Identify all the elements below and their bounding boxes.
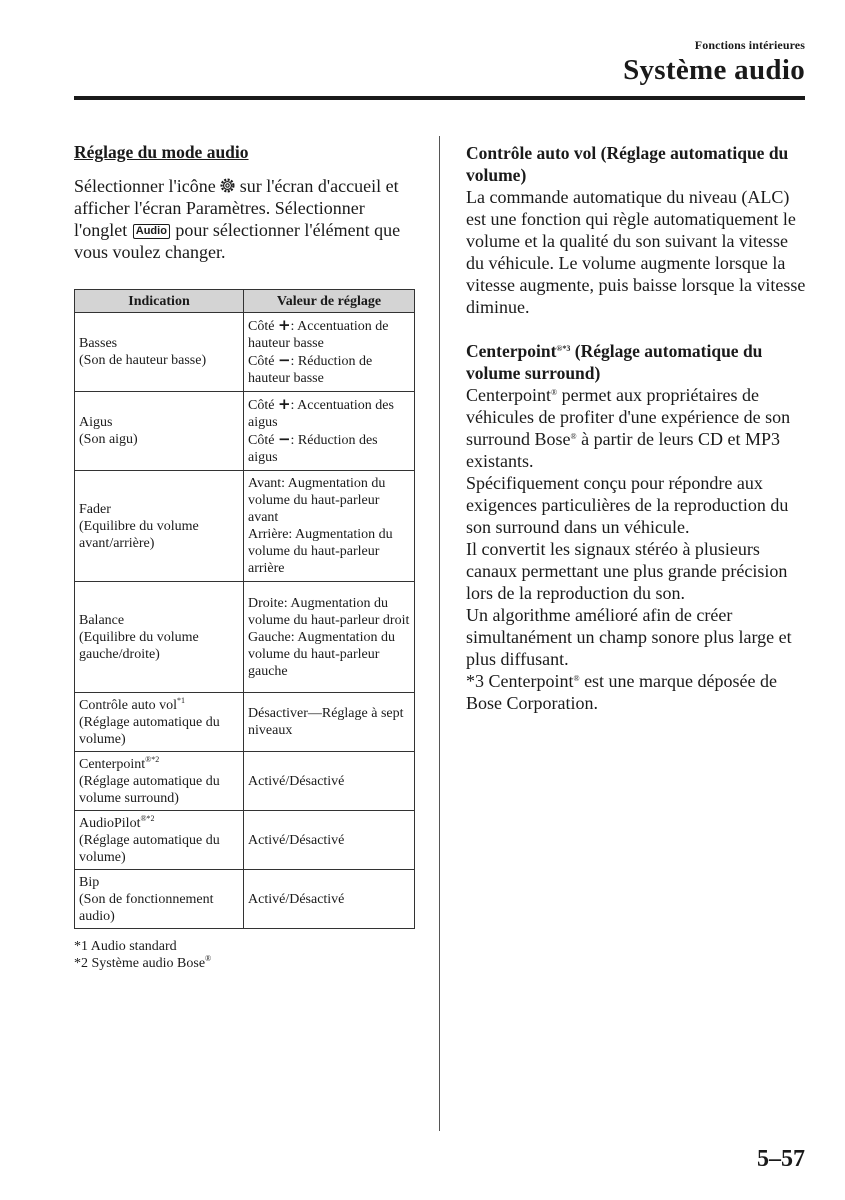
page-number: 5–57 — [757, 1146, 805, 1172]
header-rule — [74, 96, 805, 100]
value-line: Arrière: Augmentation du volume du haut-parleur arrière — [248, 527, 393, 576]
setting-desc: (Réglage automatique du volume surround) — [79, 773, 220, 806]
table-row — [75, 811, 415, 870]
setting-desc: (Son de fonctionnement audio) — [79, 891, 214, 924]
audio-tab-icon: Audio — [133, 224, 170, 239]
right-column — [466, 142, 808, 714]
indication-cell — [75, 582, 244, 693]
plus-icon: + — [277, 395, 291, 413]
table-row — [75, 752, 415, 811]
centerpoint-para-3: Il convertit les signaux stéréo à plusieurs canaux permettant une plus grande précision lors de la reproduction du son. — [466, 539, 788, 603]
value-cell: Désactiver—Réglage à sept niveaux — [244, 693, 415, 752]
footnote-2: *2 Système audio Bose® — [74, 954, 212, 971]
value-cell — [244, 582, 415, 693]
centerpoint-heading: Centerpoint$^{®*3}$ (Réglage automatique du volume surround) — [466, 341, 763, 383]
col-header-value: Valeur de réglage — [244, 290, 415, 313]
minus-icon: − — [277, 430, 291, 448]
audio-mode-heading: Réglage du mode audio — [74, 142, 249, 162]
table-row — [75, 471, 415, 582]
header-section-label: Fonctions intérieures — [694, 38, 805, 52]
table-row — [75, 582, 415, 693]
centerpoint-para-1: Centerpoint® permet aux propriétaires de véhicules de profiter d'une expérience de son surround Bose® à partir de leurs CD et MP3 existants. — [466, 385, 791, 471]
page-title: Système audio — [623, 54, 805, 86]
centerpoint-para-4: Un algorithme amélioré afin de créer simultanément un champ sonore plus large et plus diffusant. — [466, 605, 792, 669]
value-line: Côté +: Accentuation des aigus — [248, 395, 394, 430]
value-cell: Activé/Désactivé — [244, 752, 415, 811]
centerpoint-trademark-note: *3 Centerpoint® est une marque déposée de Bose Corporation. — [466, 671, 777, 713]
column-divider — [439, 136, 440, 1131]
setting-desc: (Equilibre du volume gauche/droite) — [79, 629, 199, 662]
setting-name: AudioPilot$^{®*2}$ — [79, 813, 155, 831]
value-line: Avant: Augmentation du volume du haut-parleur avant — [248, 476, 386, 525]
left-column — [74, 142, 416, 972]
value-line: Côté −: Réduction de hauteur basse — [248, 351, 373, 386]
value-line: Droite: Augmentation du volume du haut-parleur droit — [248, 595, 410, 628]
value-cell: Activé/Désactivé — [244, 811, 415, 870]
indication-cell — [75, 471, 244, 582]
setting-name: Fader — [79, 501, 111, 517]
value-cell — [244, 471, 415, 582]
setting-name: Contrôle auto vol$^{*1}$ — [79, 695, 185, 713]
indication-cell — [75, 811, 244, 870]
alc-description: La commande automatique du niveau (ALC) est une fonction qui règle automatiquement le volume et la qualité du son suivant la vitesse du véhicule. Le volume augmente lorsque la vitesse augmente, puis baisse lorsque la vitesse diminue. — [466, 187, 806, 317]
instr-part-3: pour sélectionner l'élément que vous voulez changer. — [74, 220, 401, 262]
setting-name: Centerpoint$^{®*2}$ — [79, 754, 160, 772]
indication-cell — [75, 870, 244, 929]
value-cell — [244, 392, 415, 471]
indication-cell — [75, 693, 244, 752]
table-row — [75, 693, 415, 752]
value-cell — [244, 313, 415, 392]
setting-name: Balance — [79, 612, 125, 628]
footnote-1: *1 Audio standard — [74, 939, 177, 954]
plus-icon: + — [277, 316, 291, 334]
setting-desc: (Réglage automatique du volume) — [79, 832, 220, 865]
audio-mode-instructions — [74, 175, 416, 263]
alc-heading: Contrôle auto vol (Réglage automatique du volume) — [466, 143, 789, 185]
instr-part-1: Sélectionner l'icône — [74, 176, 221, 196]
setting-desc: (Equilibre du volume avant/arrière) — [79, 518, 199, 551]
setting-name: Aigus — [79, 415, 113, 430]
minus-icon: − — [277, 351, 291, 369]
col-header-indication: Indication — [75, 290, 244, 313]
centerpoint-para-2: Spécifiquement conçu pour répondre aux exigences particulières de la reproduction du son surround dans un véhicule. — [466, 473, 789, 537]
indication-cell — [75, 752, 244, 811]
value-line: Côté −: Réduction des aigus — [248, 430, 378, 465]
setting-desc: (Son de hauteur basse) — [79, 353, 207, 368]
gear-icon — [220, 176, 235, 191]
value-cell: Activé/Désactivé — [244, 870, 415, 929]
instr-part-2: sur l'écran d'accueil et afficher l'écran Paramètres. Sélectionner l'onglet — [74, 176, 399, 240]
table-header-row — [75, 290, 415, 313]
value-line: Côté +: Accentuation de hauteur basse — [248, 316, 389, 351]
setting-name: Basses — [79, 336, 118, 351]
setting-desc: (Réglage automatique du volume) — [79, 714, 220, 747]
table-row — [75, 313, 415, 392]
table-row — [75, 870, 415, 929]
value-line: Gauche: Augmentation du volume du haut-parleur gauche — [248, 629, 395, 679]
indication-cell — [75, 313, 244, 392]
table-row — [75, 392, 415, 471]
setting-name: Bip — [79, 874, 100, 890]
footnotes — [74, 938, 416, 972]
setting-desc: (Son aigu) — [79, 432, 138, 447]
indication-cell — [75, 392, 244, 471]
audio-settings-table — [74, 289, 415, 929]
